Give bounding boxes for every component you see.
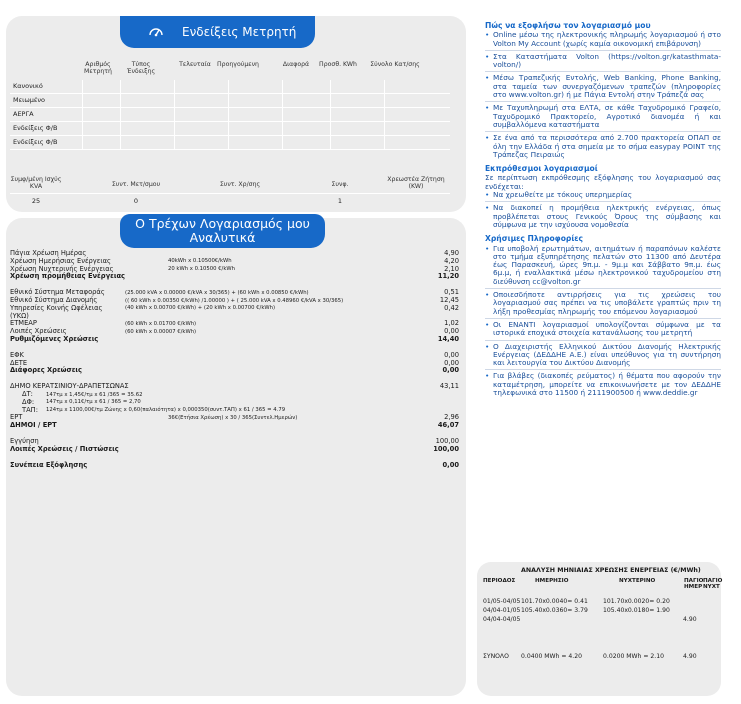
line-amount: 100,00 xyxy=(433,444,459,453)
late-item: • Να χρεωθείτε με τόκους υπερημερίας xyxy=(485,191,721,199)
line-amount: 0,00 xyxy=(442,460,459,469)
pay-item: • Μέσω Τραπεζικής Εντολής, Web Banking, Phone Banking, στα ταμεία των συνεργαζόμενων τραπεζών (πληροφορίες στο www.volton.gr) ή με Πάγια Εντολή στην Τράπεζά σας xyxy=(485,74,721,99)
summary-line xyxy=(10,193,450,194)
line-label: Εθνικό Σύστημα Διανομής xyxy=(10,295,98,304)
line-label: Χρέωση Νυχτερινής Ενέργειας xyxy=(10,264,114,273)
account-group-gap xyxy=(10,344,459,352)
account-line xyxy=(10,313,459,321)
line-label: ΔΕΤΕ xyxy=(10,358,28,367)
line-detail: 20 kWh x 0.10500 €/kWh xyxy=(168,266,235,273)
meter-header: Τελευταία xyxy=(179,61,211,68)
meter-row-label: ΑΕΡΓΑ xyxy=(13,110,34,118)
usage-total-cell: ΣΥΝΟΛΟ xyxy=(483,653,509,660)
line-label: Χρέωση προμήθειας Ενέργειας xyxy=(10,272,126,281)
meter-header: Διαφορά xyxy=(282,61,310,68)
line-amount: 2,10 xyxy=(444,264,459,273)
pay-item: • Σε ένα από τα περισσότερα από 2.700 πρακτορεία ΟΠΑΠ σε όλη την Ελλάδα ή στα σημεία με το σήμα easypay POINT της Τράπεζας Πειραιώς xyxy=(485,134,721,159)
meter-row-label: Ενδείξεις Φ/Β xyxy=(13,138,58,146)
account-line xyxy=(10,273,459,281)
summary-value: 1 xyxy=(337,197,343,205)
line-detail: (60 kWh x 0.00007 €/kWh) xyxy=(125,328,197,335)
line-amount: 1,02 xyxy=(444,319,459,328)
item-separator xyxy=(485,71,721,72)
line-amount: 0,51 xyxy=(444,288,459,297)
usage-header: ΗΜΕΡΗΣΙΟ xyxy=(535,578,569,584)
line-label: Συνέπεια Εξόφλησης xyxy=(10,460,88,469)
meter-header: Προσθ. KWh xyxy=(319,61,357,68)
usage-title: ΑΝΑΛΥΣΗ ΜΗΝΙΑΙΑΣ ΧΡΕΩΣΗΣ ΕΝΕΡΓΕΙΑΣ (€/MWh) xyxy=(521,567,701,574)
useful-item: • Για υποβολή ερωτημάτων, αιτημάτων ή παραπόνων καλέστε στο τμήμα εξυπηρέτησης πελατών στο 11300 από Δευτέρα έως Παρασκευή, ώρες 9π.μ. - 9μ.μ και Σάββατο 9π.μ. έως 6μ.μ, ή εναλλακτικά μέσω ηλεκτρονικού ταχυδρομείου στη διεύθυνση cc@volton.gr xyxy=(485,245,721,286)
usage-header: ΝΥΧΤΕΡΙΝΟ xyxy=(619,578,656,584)
useful-item: • Για βλάβες (διακοπές ρεύματος) ή θέματα που αφορούν την καταμέτρηση, μπορείτε να επικοινωνήσετε με τον ΔΕΔΔΗΕ τηλεφωνικά στο 11500 ή 2111900500 ή www.deddie.gr xyxy=(485,372,721,397)
line-label: Υπηρεσίες Κοινής Ωφέλειας xyxy=(10,303,103,312)
info-column xyxy=(485,22,721,397)
meter-header: Προηγούμενη xyxy=(217,61,259,68)
meter-col-line xyxy=(330,80,331,150)
usage-cell: 105.40x0.0180= 1.90 xyxy=(603,607,670,614)
meter-header: Τύπος Ένδειξης xyxy=(126,61,156,75)
account-line xyxy=(10,367,459,375)
line-label: Ρυθμιζόμενες Χρεώσεις xyxy=(10,334,99,343)
useful-item: • Οι ΕΝΑΝΤΙ λογαριασμοί υπολογίζονται σύμφωνα με τα ιστορικά εποχικά στοιχεία κατανάλωσης του μετρητή xyxy=(485,321,721,338)
usage-cell: 04/04-04/05 xyxy=(483,616,521,623)
account-title: Ο Τρέχων Λογαριασμός μου Αναλυτικά xyxy=(135,216,310,245)
account-line xyxy=(10,399,459,407)
account-line xyxy=(10,414,459,422)
gauge-icon xyxy=(148,24,164,40)
account-line xyxy=(10,336,459,344)
line-label: ΔΤ: xyxy=(22,389,33,398)
pay-title: Πώς να εξοφλήσω τον λογαριασμό μου xyxy=(485,21,651,30)
summary-value: 25 xyxy=(31,197,41,205)
line-detail: 40kWh x 0.10500€/kWh xyxy=(168,258,232,265)
meter-row-label: Κανονικό xyxy=(13,82,43,90)
summary-header: Συντ. Χρ/σης xyxy=(219,181,261,188)
item-separator xyxy=(485,369,721,370)
usage-header: ΠΕΡΙΟΔΟΣ xyxy=(483,578,516,584)
line-label: Χρέωση Ημερήσιας Ενέργειας xyxy=(10,256,111,265)
line-label: Λοιπές Χρεώσεις / Πιστώσεις xyxy=(10,444,119,453)
account-banner xyxy=(120,214,325,248)
account-line xyxy=(10,305,459,313)
account-line xyxy=(10,352,459,360)
line-label: ΕΡΤ xyxy=(10,413,23,422)
line-label: ΤΑΠ: xyxy=(22,405,38,414)
line-detail: 124τμ x 1100,00€/τμ Ζώνης x 0,60(παλαιότητα) x 0,000350(συντ.ΤΑΠ) x 61 / 365 = 4.79 xyxy=(46,407,286,414)
line-amount: 0,42 xyxy=(444,303,459,312)
usage-total-cell: 4.90 xyxy=(683,653,697,660)
line-amount: 4,90 xyxy=(444,249,459,257)
line-label: ΕΤΜΕΑΡ xyxy=(10,319,37,328)
usage-header: ΠΑΓΙΟ ΗΜΕΡ xyxy=(684,578,704,590)
usage-header: ΠΑΓΙΟ ΝΥΧΤ xyxy=(703,578,723,590)
meter-col-line xyxy=(120,80,121,150)
usage-cell: 105.40x0.0360= 3.79 xyxy=(521,607,588,614)
line-detail: 36€(Ετήσια Χρέωση) x 30 / 365(Συντελ.Ημερών) xyxy=(168,414,298,421)
usage-total-cell: 0.0400 MWh = 4.20 xyxy=(521,653,582,660)
account-line xyxy=(10,462,459,470)
line-detail: (( 60 kWh x 0.00350 €/kWh) /1.00000 ) + ( 25.000 kVA x 0.48960 €/kVA x 30/365) xyxy=(125,297,344,304)
item-separator xyxy=(485,340,721,341)
usage-cell: 101.70x0.0040= 0.41 xyxy=(521,598,588,605)
line-detail: 147τμ x 1,45€/τμ x 61 /365 = 35.62 xyxy=(46,391,143,398)
line-amount: 14,40 xyxy=(437,334,459,343)
meter-col-line xyxy=(282,80,283,150)
usage-cell: 04/04-01/05 xyxy=(483,607,521,614)
pay-item: • Στα Καταστήματα Volton (https://volton.gr/katasthmata-volton/) xyxy=(485,53,721,70)
account-line xyxy=(10,446,459,454)
line-label: ΕΦΚ xyxy=(10,350,24,359)
line-detail: (25.000 kVA x 0.00000 €/kVA x 30/365) + (60 kWh x 0.00850 €/kWh) xyxy=(125,289,309,296)
summary-header: Συνφ. xyxy=(331,181,349,188)
line-label: (ΥΚΩ) xyxy=(10,311,29,320)
line-label: Εθνικό Σύστημα Μεταφοράς xyxy=(10,288,105,297)
account-lines xyxy=(10,250,459,469)
summary-header: Συμφ/μένη Ισχύς KVA xyxy=(10,176,62,190)
item-separator xyxy=(485,318,721,319)
summary-header: Χρεωστέα Ζήτηση (KW) xyxy=(387,176,445,190)
line-amount: 0,00 xyxy=(444,327,459,336)
meter-row-label: Ενδείξεις Φ/Β xyxy=(13,124,58,132)
line-amount: 0,00 xyxy=(444,358,459,367)
line-label: Πάγια Χρέωση Ημέρας xyxy=(10,249,87,257)
meter-col-line xyxy=(384,80,385,150)
meter-banner xyxy=(120,16,315,48)
line-detail: (60 kWh x 0.01700 €/kWh) xyxy=(125,320,197,327)
line-amount: 0,00 xyxy=(442,366,459,375)
line-amount: 11,20 xyxy=(437,272,459,281)
pay-item: • Με Ταχυπληρωμή στα ΕΛΤΑ, σε κάθε Ταχυδρομικό Γραφείο, Ταχυδρομικό Πρακτορείο, Αγροτικό διανομέα ή και συμβαλλόμενα καταστήματα xyxy=(485,104,721,129)
late-item: • Να διακοπεί η προμήθεια ηλεκτρικής ενέργειας, όπως προβλέπεται στους Γενικούς Όρους της σύμβασης και σύμφωνα με την ισχύουσα νομοθεσία xyxy=(485,204,721,229)
late-items xyxy=(485,191,721,229)
meter-header: Αριθμός Μετρητή xyxy=(84,61,112,75)
line-label: ΔΗΜΟΙ / ΕΡΤ xyxy=(10,421,57,430)
meter-title: Ενδείξεις Μετρητή xyxy=(182,25,297,39)
late-intro: Σε περίπτωση εκπρόθεσμης εξόφλησης του λογαριασμού σας ενδέχεται: xyxy=(485,173,721,191)
summary-header: Συντ. Μετ/σμου xyxy=(111,181,161,188)
useful-title: Χρήσιμες Πληροφορίες xyxy=(485,234,584,244)
meter-col-line xyxy=(228,80,229,150)
summary-value: 0 xyxy=(133,197,139,205)
usage-panel xyxy=(477,562,721,696)
line-detail: (40 kWh x 0.00700 €/kWh) + (20 kWh x 0.00700 €/kWh) xyxy=(125,305,276,312)
line-label: ΔΦ: xyxy=(22,397,35,406)
pay-items xyxy=(485,31,721,159)
usage-cell: 4.90 xyxy=(683,616,697,623)
meter-col-line xyxy=(82,80,83,150)
useful-item: • Ο Διαχειριστής Ελληνικού Δικτύου Διανομής Ηλεκτρικής Ενέργειας (ΔΕΔΔΗΕ Α.Ε.) είναι υπεύθυνος για τη συντήρηση και λειτουργία του Δικτύου Διανομής xyxy=(485,343,721,368)
account-group-gap xyxy=(10,430,459,438)
line-label: Εγγύηση xyxy=(10,436,39,445)
line-amount: 100,00 xyxy=(435,436,459,445)
useful-item: • Οποιεσδήποτε αντιρρήσεις για τις χρεώσεις του λογαριασμού σας πρέπει να τις υποβάλετε γραπτώς πριν τη λήξη προθεσμίας πληρωμής του επόμενου λογαριασμού xyxy=(485,291,721,316)
usage-cell: 101.70x0.0020= 0.20 xyxy=(603,598,670,605)
item-separator xyxy=(485,50,721,51)
line-label: Διάφορες Χρεώσεις xyxy=(10,366,82,375)
line-amount: 2,96 xyxy=(444,413,459,422)
meter-header: Σύνολο Κατ/σης xyxy=(370,61,420,68)
line-amount: 4,20 xyxy=(444,256,459,265)
item-separator xyxy=(485,131,721,132)
line-amount: 0,00 xyxy=(444,350,459,359)
meter-row-label: Μειωμένο xyxy=(13,96,46,104)
account-line xyxy=(10,320,459,328)
usage-total-cell: 0.0200 MWh = 2.10 xyxy=(603,653,664,660)
line-amount: 46,07 xyxy=(437,421,459,430)
line-label: Λοιπές Χρεώσεις xyxy=(10,327,67,336)
item-separator xyxy=(485,288,721,289)
account-line xyxy=(10,407,459,415)
useful-items xyxy=(485,245,721,398)
line-detail: 147τμ x 0,11€/τμ x 61 / 365 = 2,70 xyxy=(46,399,141,406)
account-line xyxy=(10,391,459,399)
account-line xyxy=(10,383,459,391)
line-amount: 43,11 xyxy=(439,382,459,391)
line-amount: 12,45 xyxy=(439,295,459,304)
meter-col-line xyxy=(174,80,175,150)
account-line xyxy=(10,422,459,430)
item-separator xyxy=(485,101,721,102)
pay-item: • Online μέσω της ηλεκτρονικής πληρωμής λογαριασμού ή στο Volton My Account (χωρίς καμία οικονομική επιβάρυνση) xyxy=(485,31,721,48)
line-label: ΔΗΜΟ ΚΕΡΑΤΣΙΝΙΟΥ-ΔΡΑΠΕΤΣΩΝΑΣ xyxy=(10,382,129,391)
usage-cell: 01/05-04/05 xyxy=(483,598,521,605)
item-separator xyxy=(485,201,721,202)
late-title: Εκπρόθεσμοι λογαριασμοί xyxy=(485,164,598,174)
